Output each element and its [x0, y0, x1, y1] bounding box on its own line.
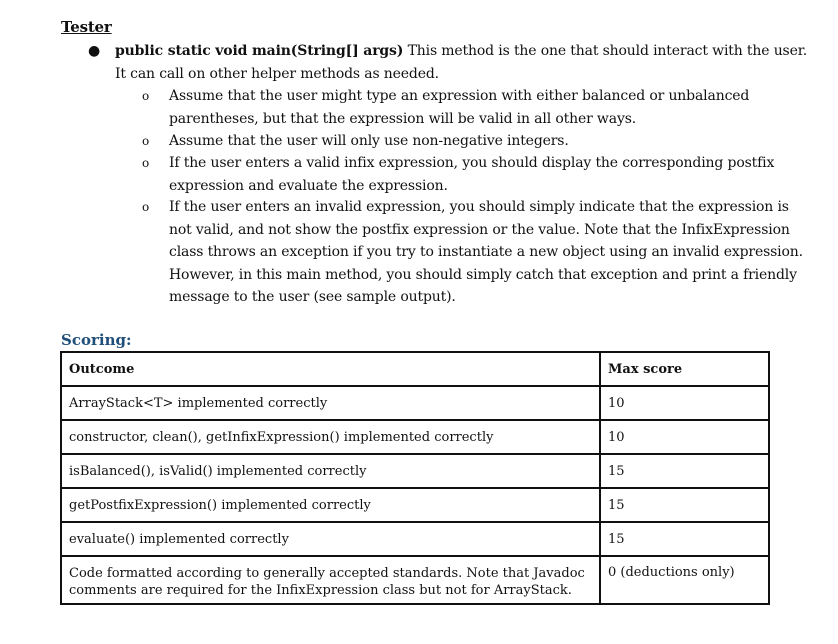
sub-item-text: If the user enters a valid infix expression, you should display the corresponding postfix expression and evaluate the expression. — [169, 155, 775, 194]
main-method-signature: public static void main(String[] args) — [115, 43, 404, 59]
table-row — [61, 488, 769, 522]
table-row — [61, 454, 769, 488]
score-cell: 10 — [600, 420, 769, 454]
main-method-text — [115, 40, 820, 85]
bullet-dot-icon: ● — [88, 43, 101, 59]
outcome-cell: isBalanced(), isValid() implemented correctly — [61, 454, 600, 488]
outcome-cell: ArrayStack<T> implemented correctly — [61, 386, 600, 420]
score-cell: 0 (deductions only) — [600, 556, 769, 604]
table-header-row — [61, 352, 769, 386]
table-row — [61, 420, 769, 454]
sub-item-text: If the user enters an invalid expression, you should simply indicate that the expression is not valid, and not show the postfix expression or the value. Note that the InfixExpression class throws an exception if you try to instantiate a new object using an invalid expression. However, in this main method, you should simply catch that exception and print a friendly message to the user (see sample output). — [169, 199, 803, 305]
circle-bullet-icon: o — [142, 200, 150, 214]
score-cell: 15 — [600, 454, 769, 488]
scoring-table — [60, 351, 770, 605]
circle-bullet-icon: o — [142, 89, 150, 103]
score-cell: 15 — [600, 522, 769, 556]
outcome-cell: evaluate() implemented correctly — [61, 522, 600, 556]
table-row — [61, 556, 769, 604]
score-cell: 10 — [600, 386, 769, 420]
column-header-max-score: Max score — [600, 352, 769, 386]
table-row — [61, 522, 769, 556]
circle-bullet-icon: o — [142, 134, 150, 148]
score-cell: 15 — [600, 488, 769, 522]
outcome-cell: Code formatted according to generally accepted standards. Note that Javadoc comments are required for the InfixExpression class but not for ArrayStack. — [61, 556, 600, 604]
tester-heading: Tester — [61, 18, 112, 36]
scoring-heading: Scoring: — [61, 331, 132, 349]
outcome-cell: constructor, clean(), getInfixExpression() implemented correctly — [61, 420, 600, 454]
sub-item-text: Assume that the user might type an expression with either balanced or unbalanced parentheses, but that the expression will be valid in all other ways. — [169, 88, 750, 127]
table-row — [61, 386, 769, 420]
outcome-cell: getPostfixExpression() implemented correctly — [61, 488, 600, 522]
column-header-outcome: Outcome — [61, 352, 600, 386]
main-method-description: This method is the one that should interact with the user. It can call on other helper methods as needed. — [115, 43, 808, 82]
sub-item-text: Assume that the user will only use non-negative integers. — [169, 133, 569, 149]
circle-bullet-icon: o — [142, 156, 150, 170]
